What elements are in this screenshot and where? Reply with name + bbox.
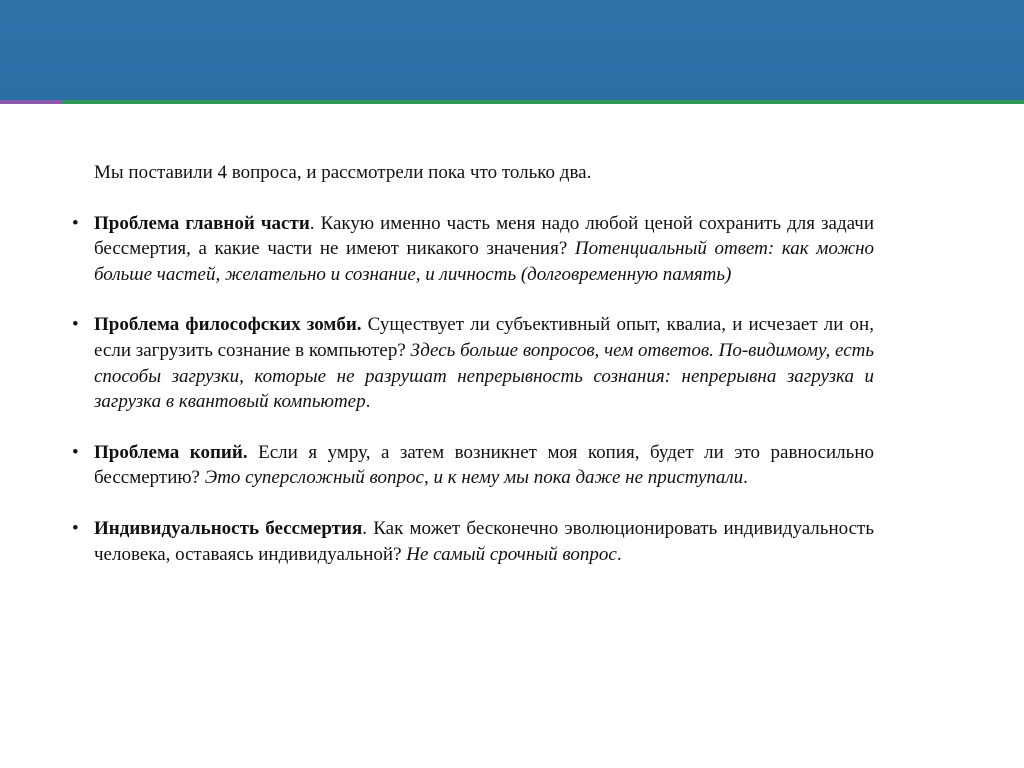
bullet-answer: Здесь больше вопросов, чем ответов. По-видимому, есть способы загрузки, которые не разрушат непрерывность сознания: непрерывна загрузка и загрузка в квантовый компьютер [94,339,875,413]
bullet-heading: Проблема главной части [94,212,310,234]
bullet-icon: • [72,314,79,336]
bullet-text: Существует ли субъективный опыт, квалиа, и исчезает ли он, если загрузить сознание в компьютер? [94,314,874,361]
bullet-item-individuality [72,516,874,567]
bullet-item-copies [72,440,874,491]
bullet-heading: Проблема философских зомби. [94,314,362,336]
bullet-text: . Какую именно часть меня надо любой ценой сохранить для задачи бессмертия, а какие части не имеют никакого значения? [94,212,875,260]
bullet-item-zombies [72,312,874,414]
bullet-heading: Индивидуальность бессмертия [94,517,363,539]
bullet-icon: • [72,441,79,463]
slide-content [72,160,874,592]
header-band [0,0,1024,100]
bullet-item-main-part [72,211,874,288]
bullet-tail: . [616,543,622,565]
header-accent-line [0,100,1024,104]
header-accent-left [0,100,62,104]
bullet-tail: . [365,391,371,413]
bullet-text: . Как может бесконечно эволюционировать индивидуальность человека, оставаясь индивидуальной? [94,517,874,565]
bullet-answer: Не самый срочный вопрос [406,543,617,565]
intro-text: Мы поставили 4 вопроса, и рассмотрели пока что только два. [94,162,592,183]
bullet-answer: Потенциальный ответ: как можно больше частей, желательно и сознание, и личность (долговременную память) [94,238,874,285]
bullet-text: Если я умру, а затем возникнет моя копия, будет ли это равносильно бессмертию? [94,441,874,489]
bullet-list [72,211,874,568]
bullet-answer: Это суперсложный вопрос, и к нему мы пока даже не приступали [204,467,744,489]
bullet-tail: . [743,467,748,489]
bullet-icon: • [72,212,79,234]
bullet-heading: Проблема копий. [94,441,248,463]
bullet-icon: • [72,517,79,539]
